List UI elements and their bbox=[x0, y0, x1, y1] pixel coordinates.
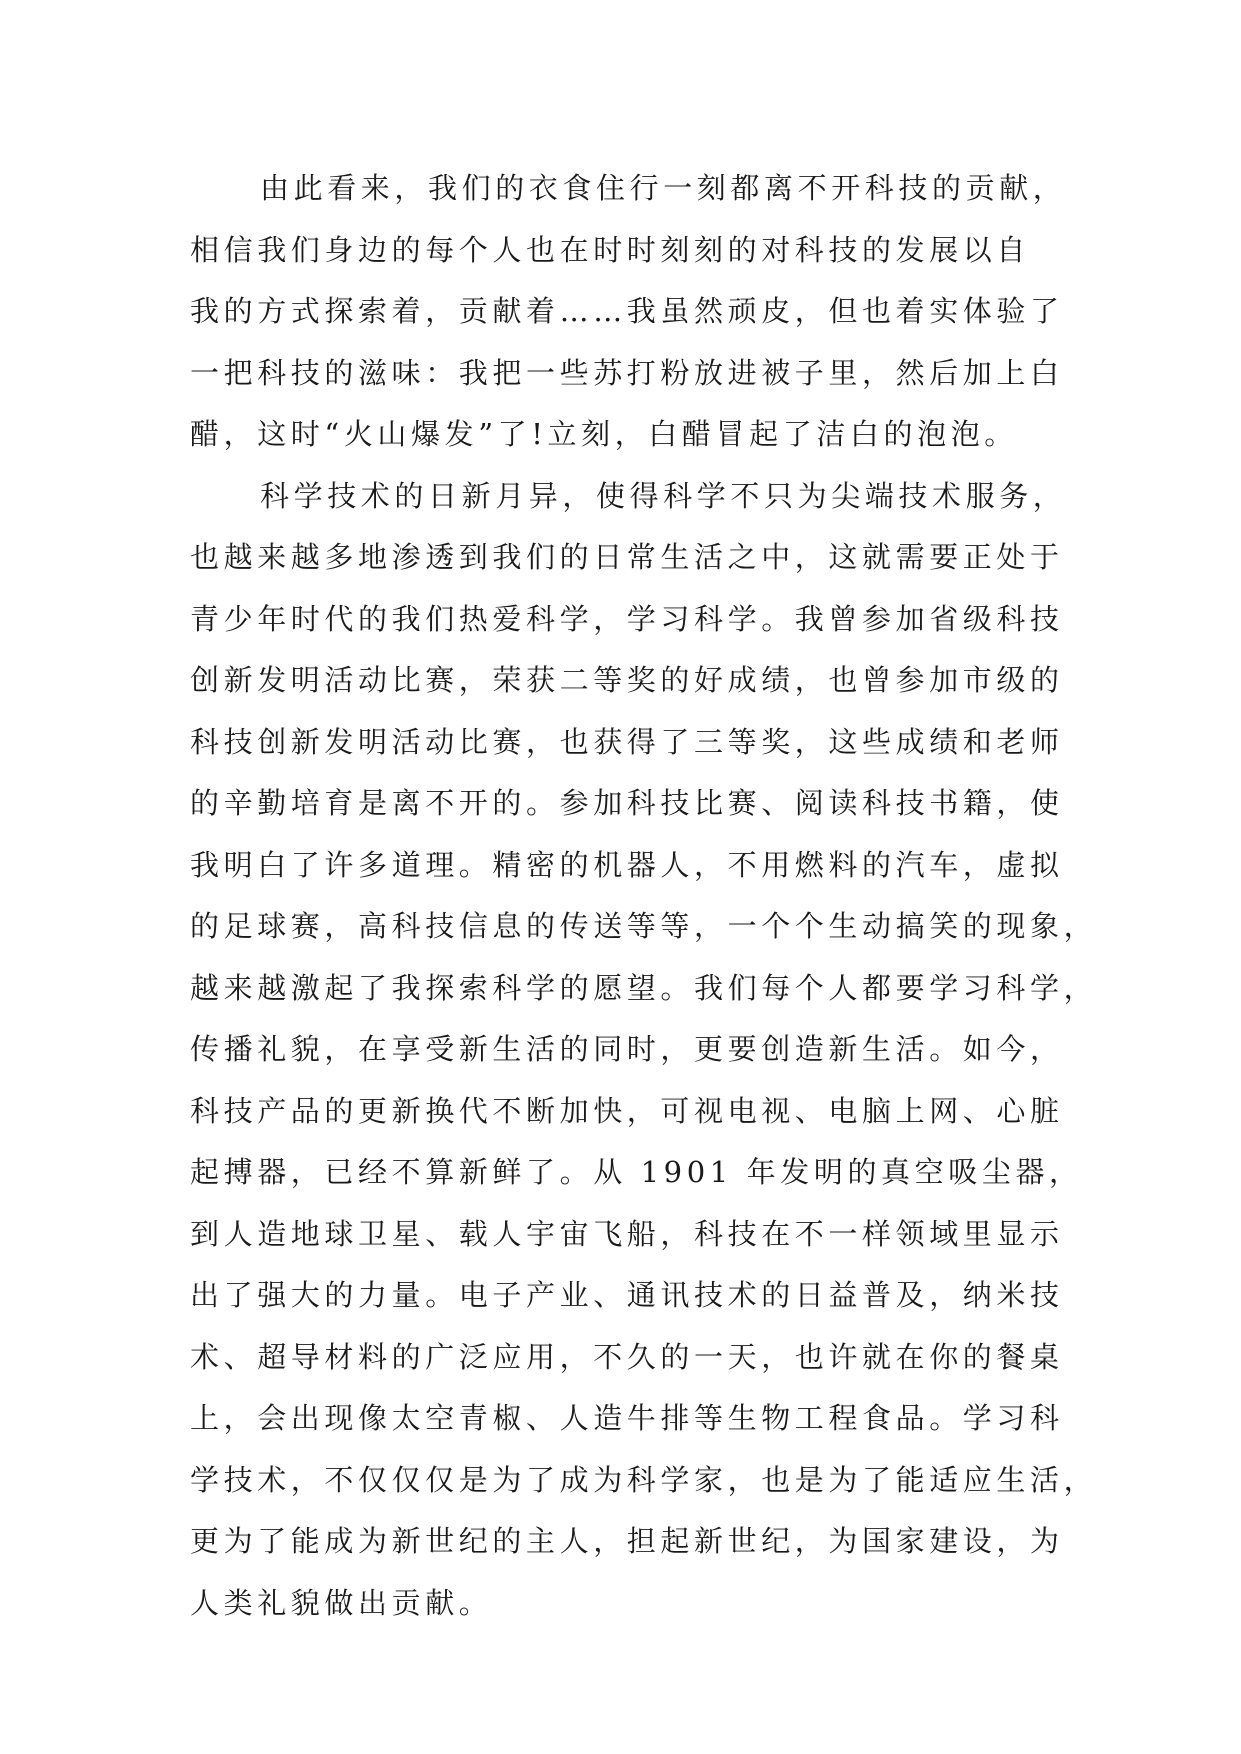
paragraph-2-line: 我明白了许多道理。精密的机器人，不用燃料的汽车，虚拟 bbox=[190, 847, 1064, 882]
paragraph-2-line: 人类礼貌做出贡献。 bbox=[190, 1585, 493, 1620]
paragraph-2-line: 学技术，不仅仅仅是为了成为科学家，也是为了能适应生活， bbox=[190, 1462, 1098, 1497]
paragraph-2-line: 的足球赛，高科技信息的传送等等，一个个生动搞笑的现象， bbox=[190, 909, 1098, 943]
paragraph-2-line: 科技创新发明活动比赛，也获得了三等奖，这些成绩和老师 bbox=[190, 724, 1064, 759]
paragraph-2-line: 传播礼貌，在享受新生活的同时，更要创造新生活。如今， bbox=[190, 1032, 1064, 1066]
paragraph-2-line: 更为了能成为新世纪的主人，担起新世纪，为国家建设，为 bbox=[190, 1524, 1064, 1558]
paragraph-2-line: 科学技术的日新月异，使得科学不只为尖端技术服务， bbox=[260, 478, 1067, 513]
paragraph-2-line: 上，会出现像太空青椒、人造牛排等生物工程食品。学习科 bbox=[190, 1401, 1064, 1435]
paragraph-2-line: 术、超导材料的广泛应用，不久的一天，也许就在你的餐桌 bbox=[190, 1339, 1064, 1374]
paragraph-2-line: 青少年时代的我们热爱科学，学习科学。我曾参加省级科技 bbox=[190, 601, 1064, 636]
paragraph-2-line: 科技产品的更新换代不断加快，可视电视、电脑上网、心脏 bbox=[190, 1093, 1064, 1128]
paragraph-2-line: 创新发明活动比赛，荣获二等奖的好成绩，也曾参加市级的 bbox=[190, 663, 1064, 697]
paragraph-2-line: 越来越激起了我探索科学的愿望。我们每个人都要学习科学， bbox=[190, 970, 1098, 1005]
paragraph-1-line: 由此看来，我们的衣食住行一刻都离不开科技的贡献， bbox=[260, 171, 1067, 205]
document-body bbox=[190, 158, 1098, 1634]
paragraph-2-line: 到人造地球卫星、载人宇宙飞船，科技在不一样领域里显示 bbox=[190, 1216, 1064, 1251]
paragraph-2-line: 也越来越多地渗透到我们的日常生活之中，这就需要正处于 bbox=[190, 540, 1064, 574]
paragraph-2-line: 出了强大的力量。电子产业、通讯技术的日益普及，纳米技 bbox=[190, 1278, 1064, 1312]
paragraph-2-line: 起搏器，已经不算新鲜了。从 1901 年发明的真空吸尘器， bbox=[190, 1155, 1083, 1189]
paragraph-1-line: 一把科技的滋味：我把一些苏打粉放进被子里，然后加上白 bbox=[190, 355, 1064, 390]
paragraph-1-line: 相信我们身边的每个人也在时时刻刻的对科技的发展以自 bbox=[190, 232, 1031, 267]
paragraph-1-line: 醋，这时“火山爆发”了!立刻，白醋冒起了洁白的泡泡。 bbox=[190, 417, 1018, 451]
paragraph-2-line: 的辛勤培育是离不开的。参加科技比赛、阅读科技书籍，使 bbox=[190, 786, 1064, 820]
paragraph-1-line: 我的方式探索着，贡献着……我虽然顽皮，但也着实体验了 bbox=[190, 294, 1064, 328]
